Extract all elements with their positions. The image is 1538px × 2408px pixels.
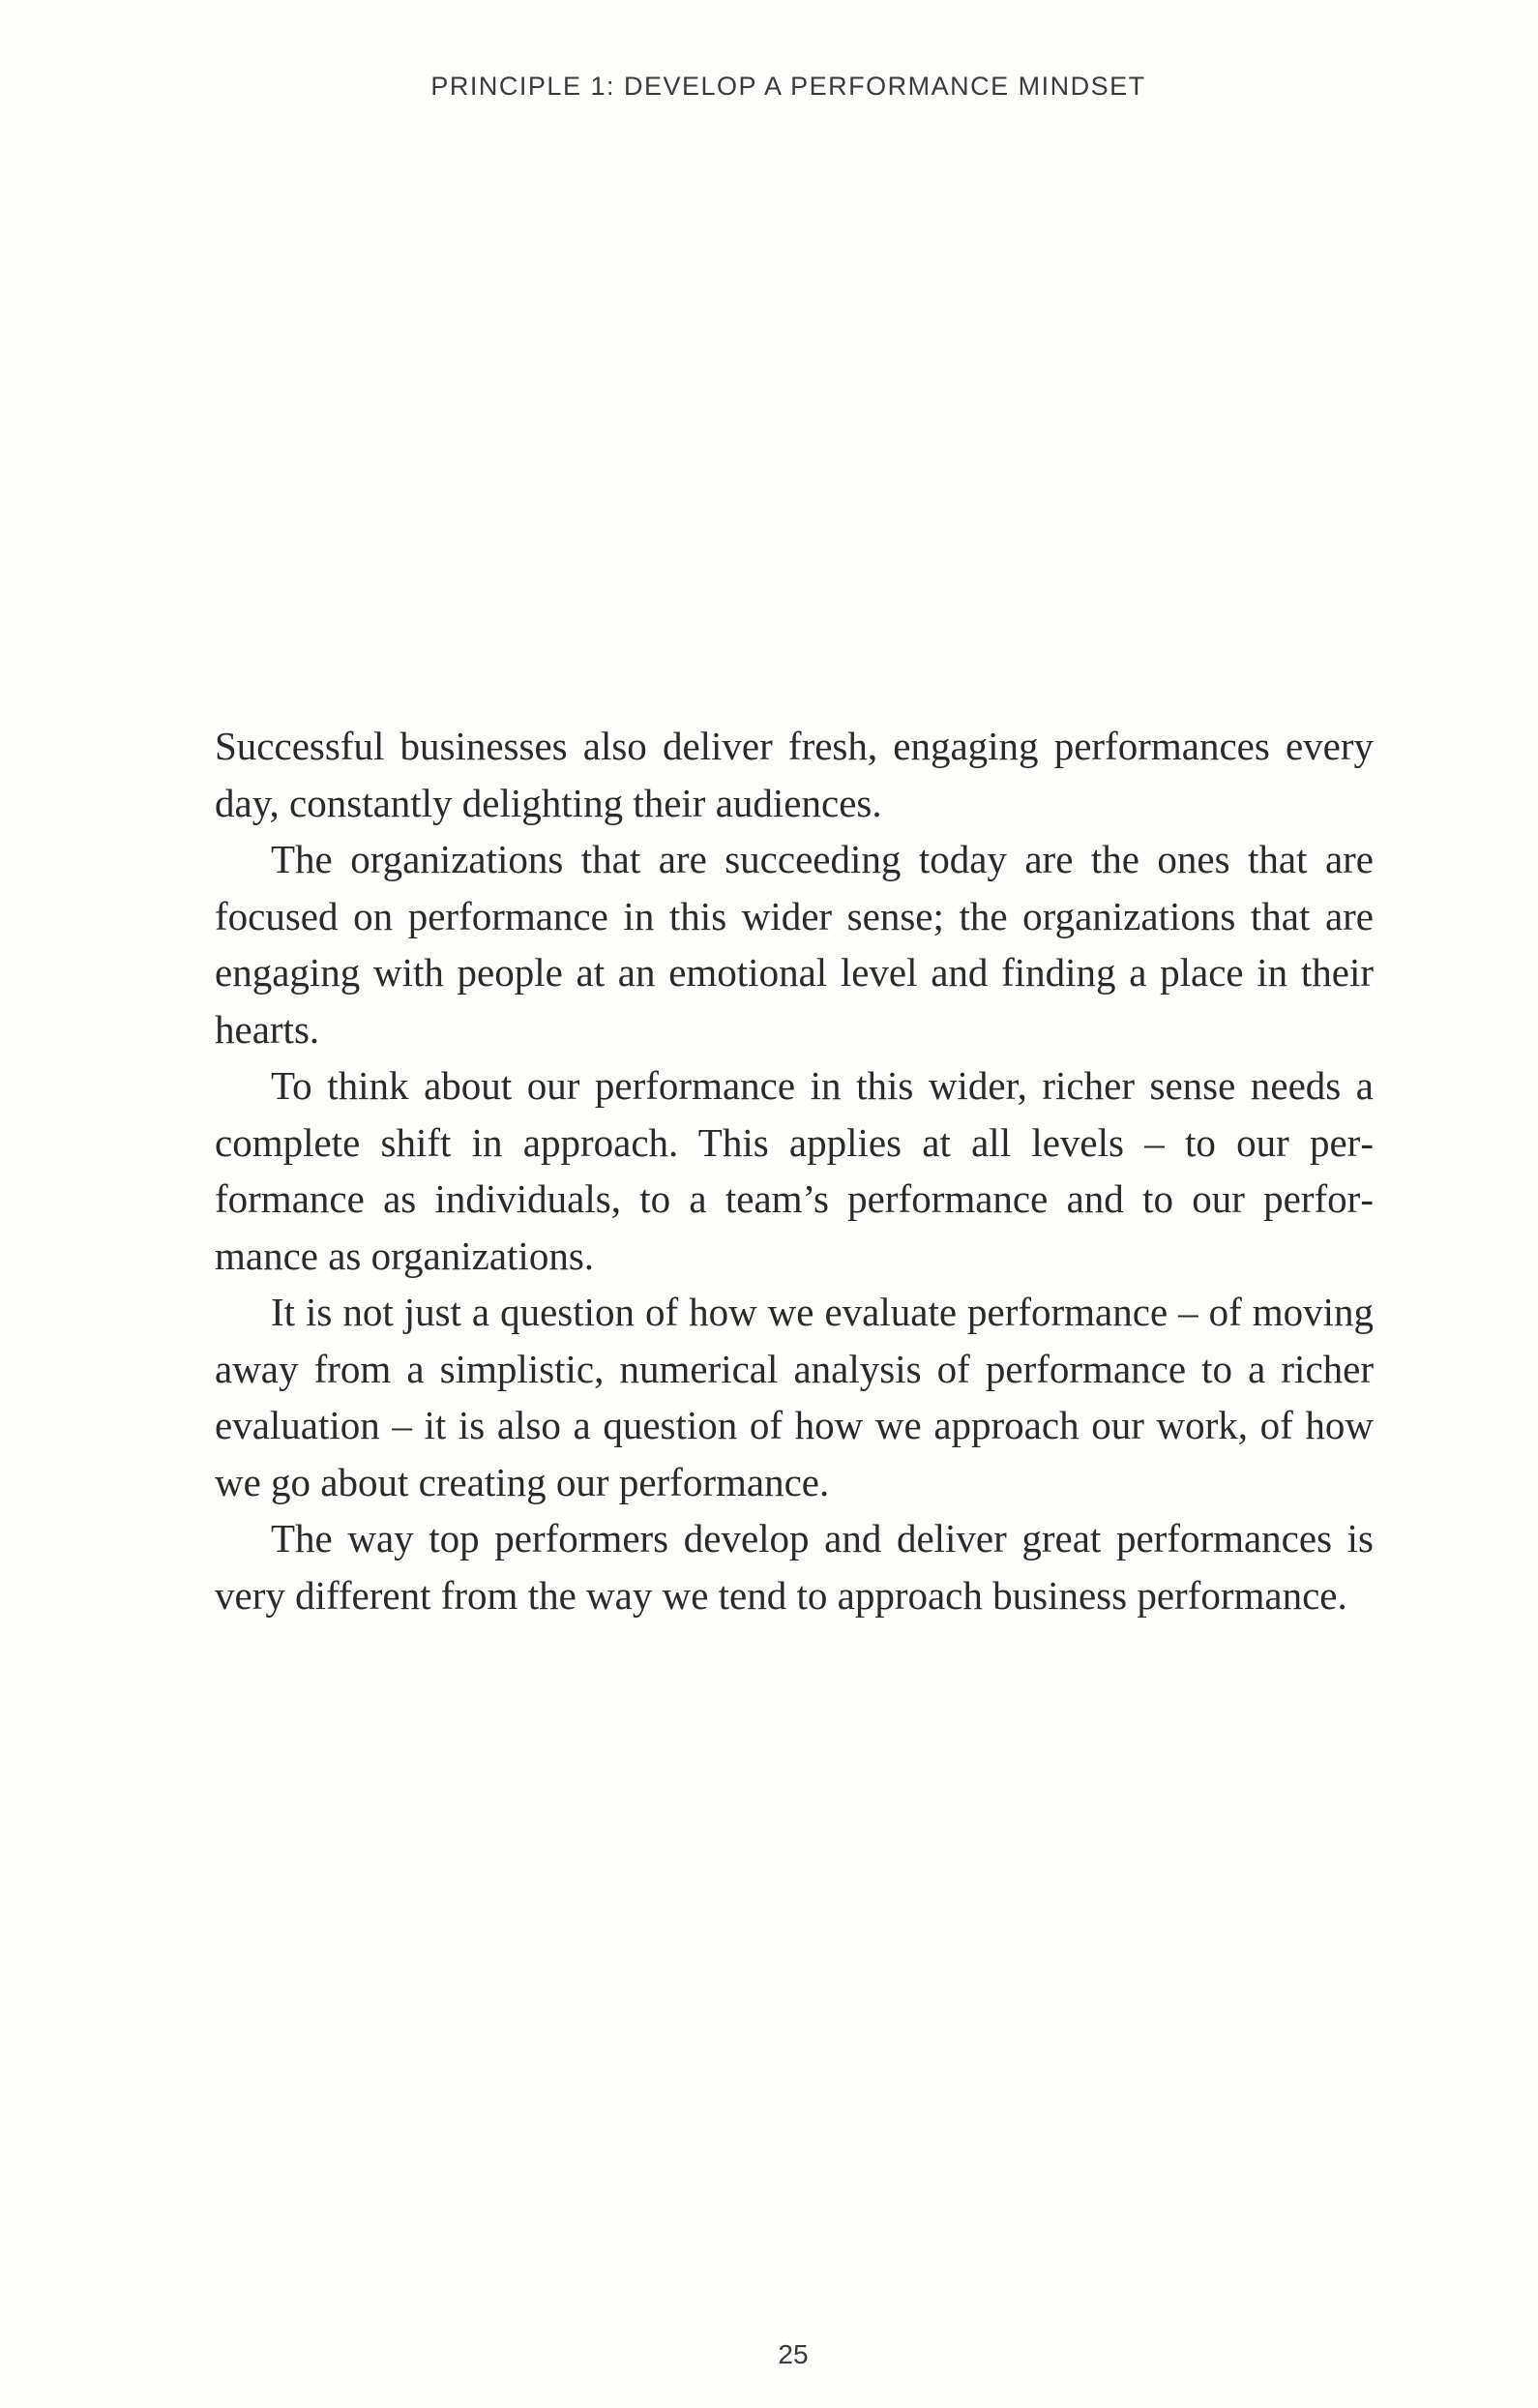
paragraph: The way top performers develop and deliver great performances is very different from the way we tend to approach business performance. [215,1516,1374,1618]
paragraph: Successful businesses also deliver fresh, engaging performances every day, constantly delighting their audiences. [215,724,1374,825]
paragraph: To think about our performance in this wider, richer sense needs a complete shift in approach. This applies at all levels – to our performance as individuals, to a team’s performance and to our performance as organizations. [215,1063,1374,1278]
paragraph: The organizations that are succeeding today are the ones that are focused on performance in this wider sense; the organizations that are engaging with people at an emotional level and finding a place in their hearts. [215,837,1374,1052]
paragraph: It is not just a question of how we evaluate performance – of moving away from a simplistic, numerical analysis of performance to a richer evaluation – it is also a question of how we approach our work, of how we go about creating our performance. [215,1290,1374,1504]
page-number: 25 [778,2339,809,2369]
body-text [215,718,1374,1623]
running-header: PRINCIPLE 1: DEVELOP A PERFORMANCE MINDSET [430,72,1146,101]
